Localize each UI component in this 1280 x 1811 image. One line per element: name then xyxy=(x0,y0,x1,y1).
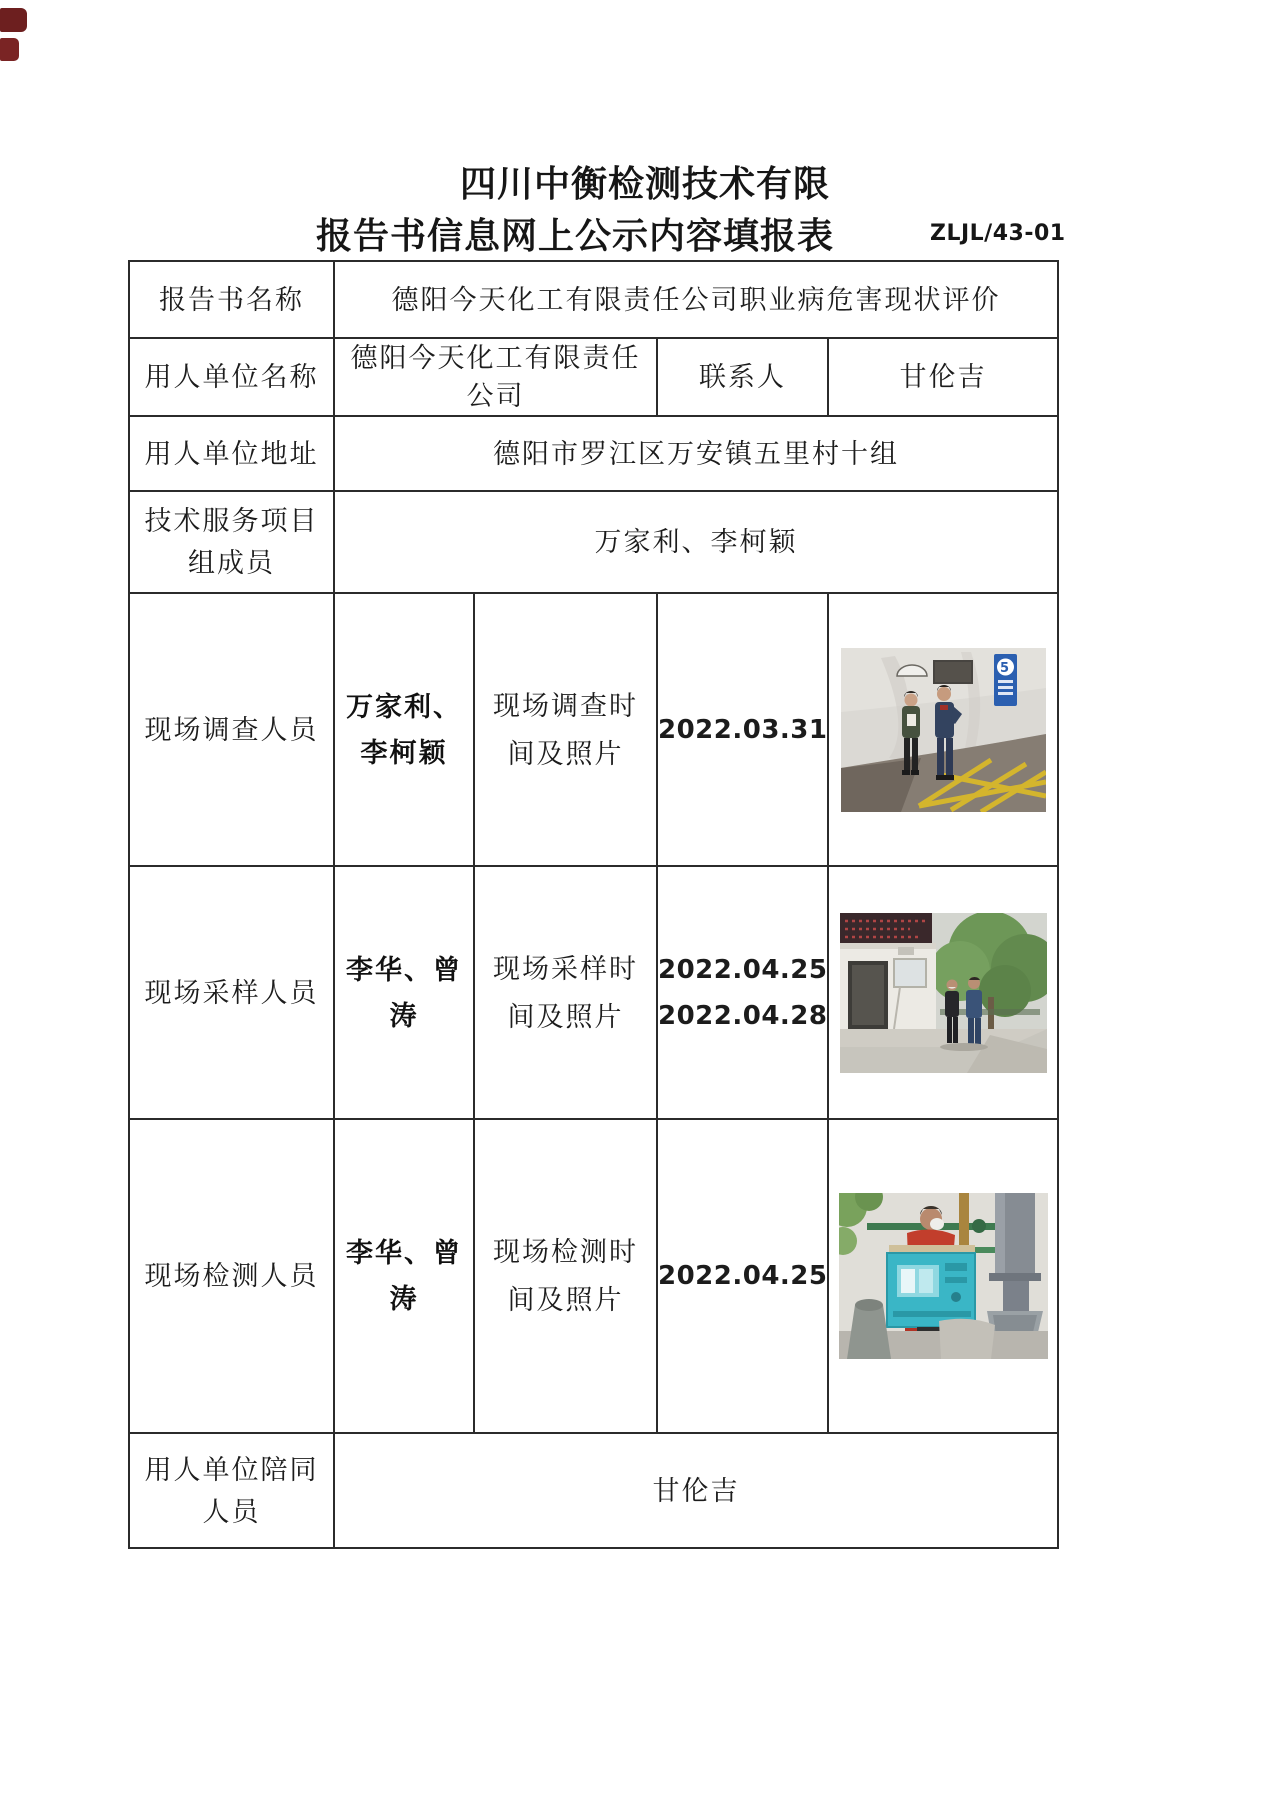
project-team-label: 技术服务项目组成员 xyxy=(129,491,334,593)
scan-artifact-stamp xyxy=(0,38,19,61)
sampling-time-label: 现场采样时间及照片 xyxy=(474,866,657,1119)
escort-label: 用人单位陪同人员 xyxy=(129,1433,334,1548)
contact-label: 联系人 xyxy=(657,338,828,416)
row-employer-name xyxy=(129,338,1058,416)
page-subtitle: 报告书信息网上公示内容填报表 xyxy=(315,215,835,256)
report-info-table xyxy=(128,260,1059,1549)
report-name-value: 德阳今天化工有限责任公司职业病危害现状评价 xyxy=(334,261,1058,338)
sampling-dates xyxy=(657,866,828,1119)
page-title: 四川中衡检测技术有限 xyxy=(459,163,831,204)
employer-address-value: 德阳市罗江区万安镇五里村十组 xyxy=(334,416,1058,491)
survey-date: 2022.03.31 xyxy=(657,593,828,866)
sampling-persons: 李华、曾涛 xyxy=(334,866,474,1119)
row-site-sampling xyxy=(129,866,1058,1119)
employer-name-label: 用人单位名称 xyxy=(129,338,334,416)
sampling-date-2: 2022.04.28 xyxy=(658,1000,828,1031)
sampling-label: 现场采样人员 xyxy=(129,866,334,1119)
survey-photo-cell xyxy=(828,593,1058,866)
form-code: ZLJL/43-01 xyxy=(930,221,1066,246)
row-site-survey xyxy=(129,593,1058,866)
scan-artifact-stamp xyxy=(0,8,27,32)
survey-photo xyxy=(841,648,1046,812)
detection-date: 2022.04.25 xyxy=(657,1119,828,1433)
row-employer-address xyxy=(129,416,1058,491)
row-escort-personnel xyxy=(129,1433,1058,1548)
contact-value: 甘伦吉 xyxy=(828,338,1058,416)
escort-value: 甘伦吉 xyxy=(334,1433,1058,1548)
sampling-date-1: 2022.04.25 xyxy=(658,954,828,985)
detection-persons: 李华、曾涛 xyxy=(334,1119,474,1433)
survey-label: 现场调查人员 xyxy=(129,593,334,866)
row-report-name xyxy=(129,261,1058,338)
detection-time-label: 现场检测时间及照片 xyxy=(474,1119,657,1433)
detection-photo-cell xyxy=(828,1119,1058,1433)
tank-number-sign: 5 xyxy=(999,660,1011,676)
sampling-photo xyxy=(840,913,1047,1073)
survey-time-label: 现场调查时间及照片 xyxy=(474,593,657,866)
detection-photo xyxy=(839,1193,1048,1359)
report-name-label: 报告书名称 xyxy=(129,261,334,338)
row-project-team xyxy=(129,491,1058,593)
detection-label: 现场检测人员 xyxy=(129,1119,334,1433)
survey-persons: 万家利、李柯颖 xyxy=(334,593,474,866)
employer-name-value: 德阳今天化工有限责任公司 xyxy=(334,338,657,416)
sampling-photo-cell xyxy=(828,866,1058,1119)
employer-address-label: 用人单位地址 xyxy=(129,416,334,491)
project-team-value: 万家利、李柯颖 xyxy=(334,491,1058,593)
row-site-detection xyxy=(129,1119,1058,1433)
